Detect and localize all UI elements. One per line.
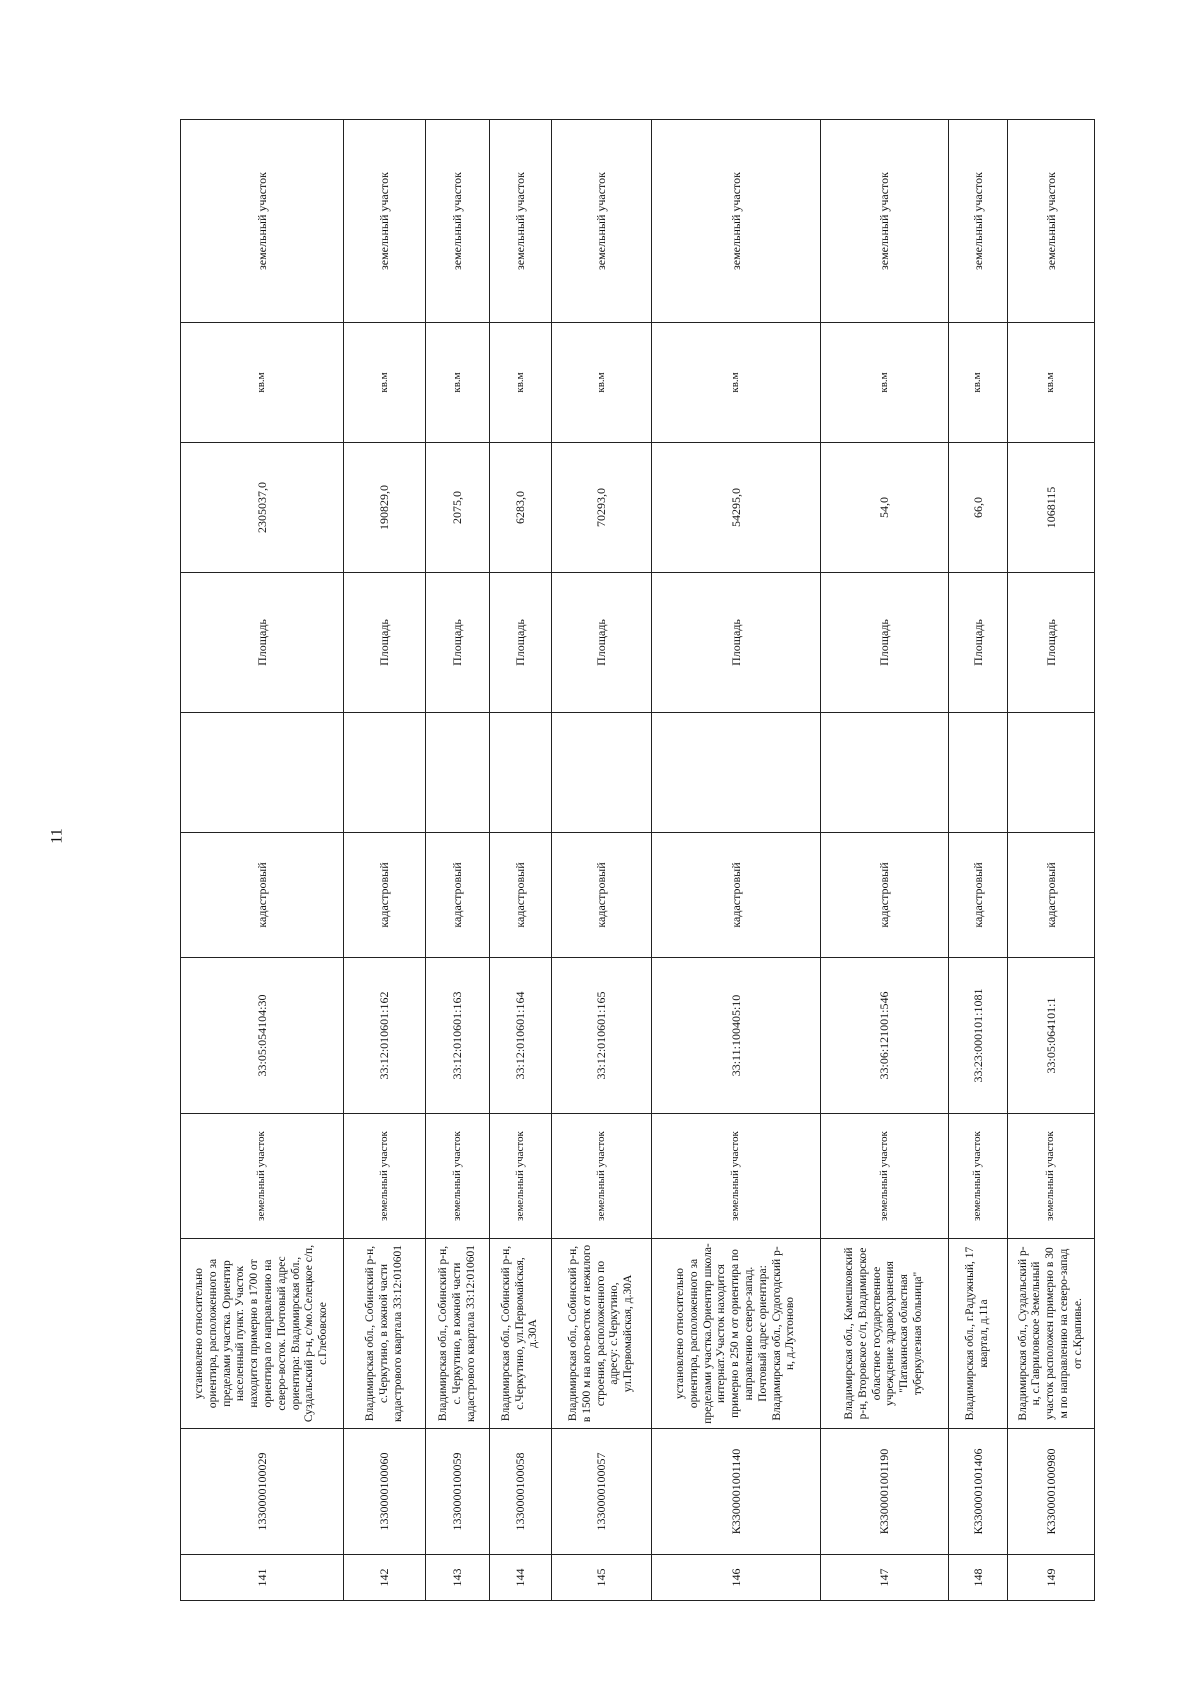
object-type: земельный участок xyxy=(426,1114,490,1239)
parameter-value: 54295,0 xyxy=(652,443,821,573)
unit: кв.м xyxy=(948,323,1007,443)
registry-number: 1330000100059 xyxy=(426,1429,490,1555)
parameter-value: 2075,0 xyxy=(426,443,490,573)
row-number: 144 xyxy=(490,1555,552,1601)
object-type: земельный участок xyxy=(490,1114,552,1239)
address-text: установлено относительно ориентира, расположенного за пределами участка.Ориентир школа-интернат.Участок находится примерно в 250 м от ориентира по направлению северо-запад. Почтовый адрес ориентира: Владимирская обл., Судогодский р-н, д.Лухтоново xyxy=(652,1239,821,1429)
registry-number: 1330000100060 xyxy=(344,1429,426,1555)
number-type: кадастровый xyxy=(344,833,426,958)
table-row xyxy=(551,120,651,1601)
parameter-name: Площадь xyxy=(1008,573,1095,713)
address-text: Владимирская обл., Собинский р-н, с. Черкутино, в южной части кадастрового квартала 33:12:010601 xyxy=(426,1239,490,1429)
address-text: Владимирская обл., г.Радужный, 17 квартал, д.11а xyxy=(948,1239,1007,1429)
purpose: земельный участок xyxy=(426,120,490,323)
table-row xyxy=(821,120,949,1601)
unit: кв.м xyxy=(1008,323,1095,443)
parameter-name: Площадь xyxy=(821,573,949,713)
cadastral-number: 33:23:000101:1081 xyxy=(948,958,1007,1114)
empty-cell xyxy=(1008,713,1095,833)
parameter-name: Площадь xyxy=(490,573,552,713)
row-number: 143 xyxy=(426,1555,490,1601)
number-type: кадастровый xyxy=(652,833,821,958)
parameter-value: 190829,0 xyxy=(344,443,426,573)
table-row xyxy=(344,120,426,1601)
unit: кв.м xyxy=(426,323,490,443)
object-type: земельный участок xyxy=(344,1114,426,1239)
row-number: 145 xyxy=(551,1555,651,1601)
parameter-name: Площадь xyxy=(551,573,651,713)
purpose: земельный участок xyxy=(1008,120,1095,323)
object-type: земельный участок xyxy=(652,1114,821,1239)
cadastral-number: 33:12:010601:162 xyxy=(344,958,426,1114)
unit: кв.м xyxy=(821,323,949,443)
unit: кв.м xyxy=(344,323,426,443)
object-type: земельный участок xyxy=(181,1114,344,1239)
registry-number: К3300001001140 xyxy=(652,1429,821,1555)
parameter-value: 66,0 xyxy=(948,443,1007,573)
object-type: земельный участок xyxy=(1008,1114,1095,1239)
row-number: 141 xyxy=(181,1555,344,1601)
parameter-name: Площадь xyxy=(426,573,490,713)
cadastral-number: 33:06:121001:546 xyxy=(821,958,949,1114)
number-type: кадастровый xyxy=(1008,833,1095,958)
cadastral-number: 33:12:010601:163 xyxy=(426,958,490,1114)
number-type: кадастровый xyxy=(181,833,344,958)
unit: кв.м xyxy=(181,323,344,443)
address-text: Владимирская обл., Собинский р-н, с.Черкутино, ул.Первомайская, д.30А xyxy=(490,1239,552,1429)
address-text: установлено относительно ориентира, расположенного за пределами участка. Ориентир населенный пункт. Участок находится примерно в 1700 от ориентира по направлению на северо-восток. Почтовый адрес ориентира: Владимирская обл., Суздальский р-н, с/мо.Селецкое с/п, с.Глебовское xyxy=(181,1239,344,1429)
empty-cell xyxy=(948,713,1007,833)
unit: кв.м xyxy=(490,323,552,443)
table-row xyxy=(1008,120,1095,1601)
cadastral-number: 33:05:064101:1 xyxy=(1008,958,1095,1114)
purpose: земельный участок xyxy=(948,120,1007,323)
object-type: земельный участок xyxy=(948,1114,1007,1239)
cadastral-number: 33:12:010601:164 xyxy=(490,958,552,1114)
unit: кв.м xyxy=(551,323,651,443)
cadastral-number: 33:11:100405:10 xyxy=(652,958,821,1114)
empty-cell xyxy=(426,713,490,833)
address-text: Владимирская обл., Суздальский р-н, с.Гавриловское Земельный участок расположен примерно в 30 м по направлению на северо-запад от с.Крапивье. xyxy=(1008,1239,1095,1429)
purpose: земельный участок xyxy=(490,120,552,323)
table-row xyxy=(490,120,552,1601)
parameter-name: Площадь xyxy=(181,573,344,713)
address-text: Владимирская обл., Собинский р-н, с.Черкутино, в южной части кадастрового квартала 33:12:010601 xyxy=(344,1239,426,1429)
parameter-value: 54,0 xyxy=(821,443,949,573)
registry-table xyxy=(180,119,1095,1601)
parameter-value: 70293,0 xyxy=(551,443,651,573)
parameter-name: Площадь xyxy=(652,573,821,713)
empty-cell xyxy=(821,713,949,833)
empty-cell xyxy=(551,713,651,833)
table-row xyxy=(948,120,1007,1601)
row-number: 146 xyxy=(652,1555,821,1601)
parameter-value: 6283,0 xyxy=(490,443,552,573)
cadastral-number: 33:05:054104:30 xyxy=(181,958,344,1114)
row-number: 149 xyxy=(1008,1555,1095,1601)
registry-number: 1330000100057 xyxy=(551,1429,651,1555)
empty-cell xyxy=(181,713,344,833)
purpose: земельный участок xyxy=(181,120,344,323)
purpose: земельный участок xyxy=(821,120,949,323)
address-text: Владимирская обл., Камешковский р-н, Второвское с/п, Владимирское областное государственное учреждение здравоохранения "Патакинская областная туберкулезная больница" xyxy=(821,1239,949,1429)
registry-number: К3300001001406 xyxy=(948,1429,1007,1555)
registry-number: 1330000100058 xyxy=(490,1429,552,1555)
registry-table-wrapper xyxy=(180,120,1095,1601)
table-row xyxy=(652,120,821,1601)
purpose: земельный участок xyxy=(344,120,426,323)
unit: кв.м xyxy=(652,323,821,443)
row-number: 147 xyxy=(821,1555,949,1601)
address-text: Владимирская обл., Собинский р-н, в 1500 м на юго-восток от нежилого строения, расположенного по адресу: с.Черкутино, ул.Первомайская, д.30А xyxy=(551,1239,651,1429)
parameter-name: Площадь xyxy=(948,573,1007,713)
number-type: кадастровый xyxy=(490,833,552,958)
page-number: 11 xyxy=(48,828,66,844)
cadastral-number: 33:12:010601:165 xyxy=(551,958,651,1114)
number-type: кадастровый xyxy=(426,833,490,958)
empty-cell xyxy=(344,713,426,833)
purpose: земельный участок xyxy=(551,120,651,323)
parameter-name: Площадь xyxy=(344,573,426,713)
table-body xyxy=(181,120,1095,1601)
table-row xyxy=(426,120,490,1601)
registry-number: К3300001000980 xyxy=(1008,1429,1095,1555)
parameter-value: 1068115 xyxy=(1008,443,1095,573)
number-type: кадастровый xyxy=(948,833,1007,958)
registry-number: К3300001001190 xyxy=(821,1429,949,1555)
table-row xyxy=(181,120,344,1601)
purpose: земельный участок xyxy=(652,120,821,323)
number-type: кадастровый xyxy=(551,833,651,958)
row-number: 148 xyxy=(948,1555,1007,1601)
registry-number: 1330000100029 xyxy=(181,1429,344,1555)
row-number: 142 xyxy=(344,1555,426,1601)
number-type: кадастровый xyxy=(821,833,949,958)
object-type: земельный участок xyxy=(551,1114,651,1239)
empty-cell xyxy=(652,713,821,833)
parameter-value: 2305037,0 xyxy=(181,443,344,573)
object-type: земельный участок xyxy=(821,1114,949,1239)
empty-cell xyxy=(490,713,552,833)
